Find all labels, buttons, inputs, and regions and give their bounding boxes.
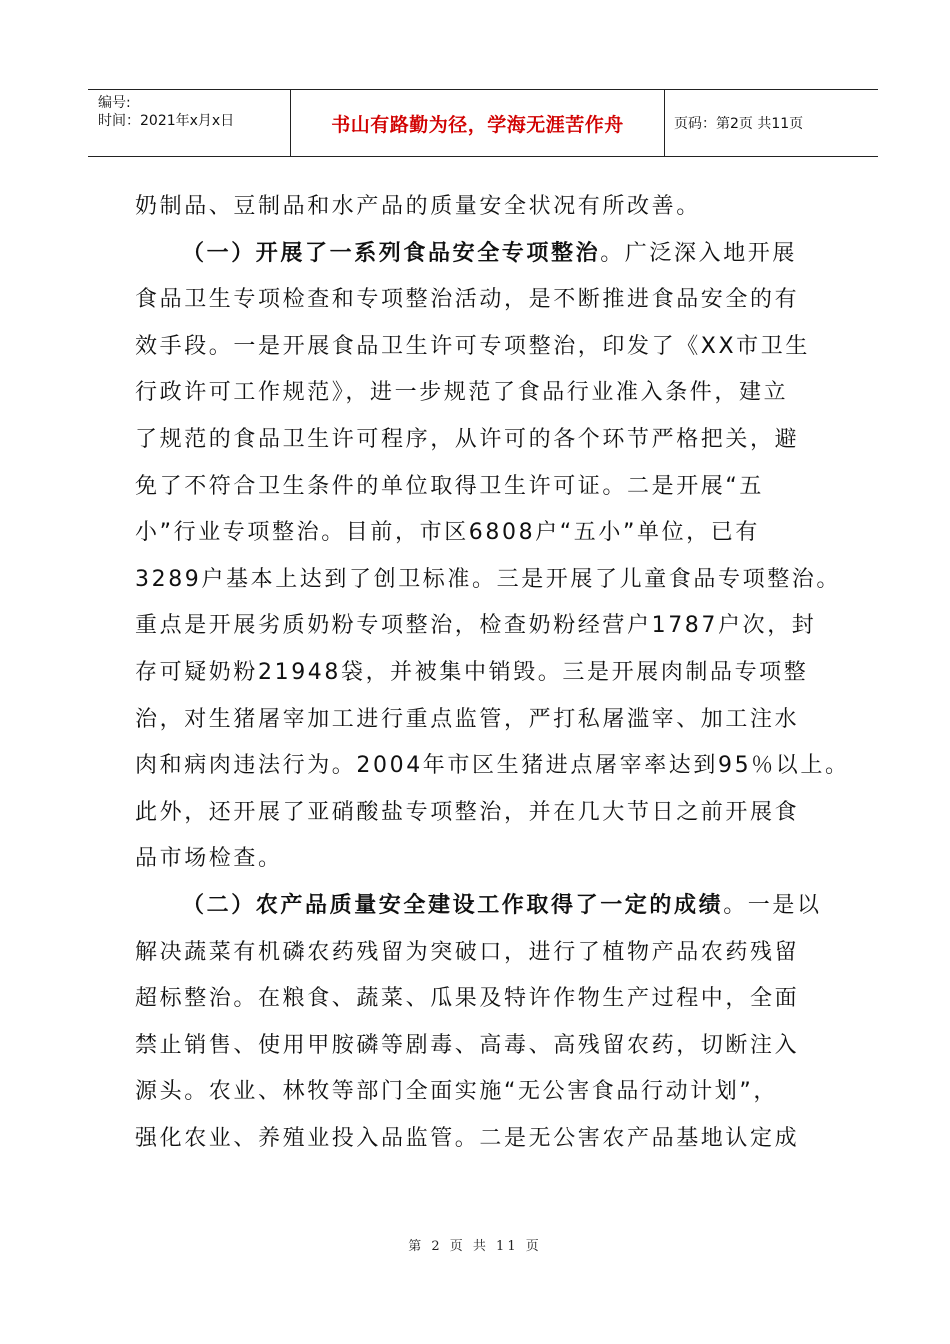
text-line: 3289户基本上达到了创卫标准。三是开展了儿童食品专项整治。 <box>135 566 841 592</box>
text-line: （二）农产品质量安全建设工作取得了一定的成绩。一是以 <box>182 892 822 918</box>
text-line: 此外，还开展了亚硝酸盐专项整治，并在几大节日之前开展食 <box>135 799 800 825</box>
text-line: 强化农业、养殖业投入品监管。二是无公害农产品基地认定成 <box>135 1125 800 1151</box>
header-motto: 书山有路勤为径，学海无涯苦作舟 <box>331 113 624 136</box>
section-heading: （一）开展了一系列食品安全专项整治 <box>182 240 601 266</box>
number-label: 编号: <box>98 95 131 111</box>
header-page-number: 页码：第2页 共11页 <box>674 116 804 132</box>
page-footer: 第 2 页 共 11 页 <box>408 1239 542 1254</box>
text-line: 重点是开展劣质奶粉专项整治，检查奶粉经营户1787户次，封 <box>135 613 817 639</box>
text-line: 免了不符合卫生条件的单位取得卫生许可证。二是开展“五 <box>135 473 764 499</box>
text-line: 了规范的食品卫生许可程序，从许可的各个环节严格把关，避 <box>135 426 800 452</box>
text-line: 食品卫生专项检查和专项整治活动，是不断推进食品安全的有 <box>135 287 800 313</box>
text-line: 解决蔬菜有机磷农药残留为突破口，进行了植物产品农药残留 <box>135 939 800 965</box>
text-line: 品市场检查。 <box>135 846 283 872</box>
header-meta <box>98 94 234 130</box>
text-line: 效手段。一是开展食品卫生许可专项整治，印发了《XX市卫生 <box>135 333 810 359</box>
text-line: （一）开展了一系列食品安全专项整治。广泛深入地开展 <box>182 240 798 266</box>
section-heading: （二）农产品质量安全建设工作取得了一定的成绩 <box>182 892 724 918</box>
text-line: 源头。农业、林牧等部门全面实施“无公害食品行动计划”， <box>135 1079 778 1105</box>
text-line: 肉和病肉违法行为。2004年市区生猪进点屠宰率达到95％以上。 <box>135 753 850 779</box>
text-line: 行政许可工作规范》，进一步规范了食品行业准入条件，建立 <box>135 380 789 406</box>
text-line: 奶制品、豆制品和水产品的质量安全状况有所改善。 <box>135 194 701 219</box>
time-label: 时间：2021年x月x日 <box>98 113 235 129</box>
text-line: 小”行业专项整治。目前，市区6808户“五小”单位，已有 <box>135 520 760 546</box>
text-line: 超标整治。在粮食、蔬菜、瓜果及特许作物生产过程中，全面 <box>135 986 800 1012</box>
header-divider <box>664 90 665 156</box>
text-line: 存可疑奶粉21948袋，并被集中销毁。三是开展肉制品专项整 <box>135 659 809 685</box>
text-line: 治，对生猪屠宰加工进行重点监管，严打私屠滥宰、加工注水 <box>135 706 800 732</box>
text-line: 禁止销售、使用甲胺磷等剧毒、高毒、高残留农药，切断注入 <box>135 1032 800 1058</box>
document-body <box>135 184 855 1162</box>
document-header <box>88 89 878 157</box>
